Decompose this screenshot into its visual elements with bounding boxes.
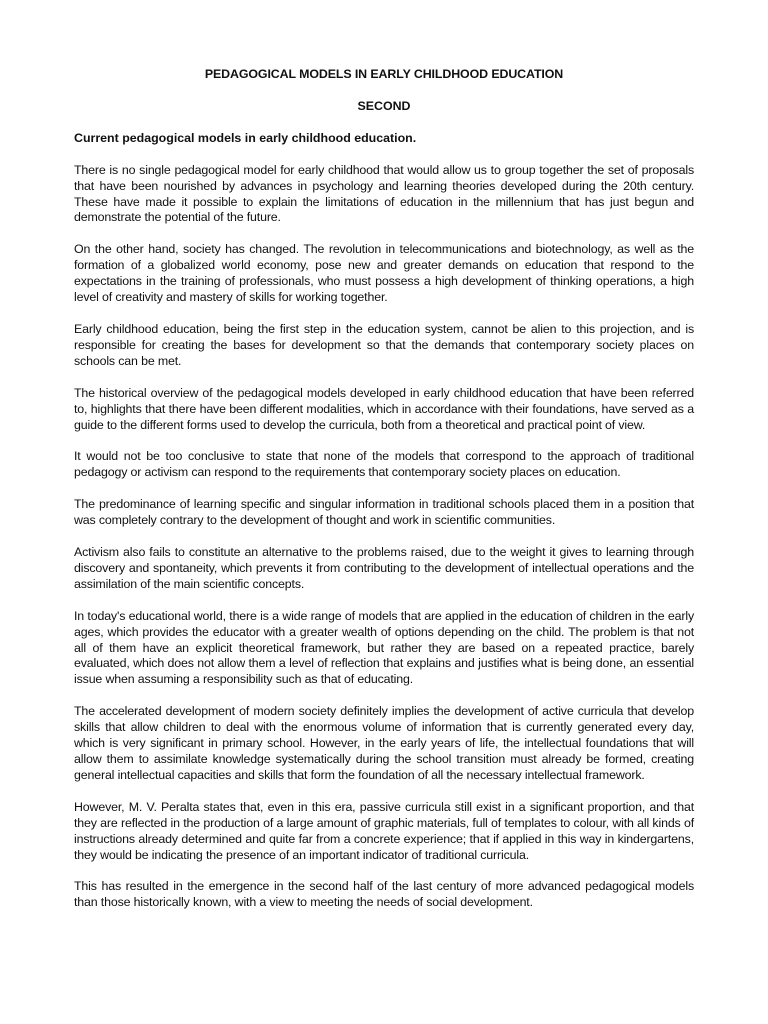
paragraph-1: There is no single pedagogical model for early childhood that would allow us to group together the set of proposals that have been nourished by advances in psychology and learning theories developed during the 20th century. These have made it possible to explain the limitations of education in the millennium that has just begun and demonstrate the potential of the future. [74,162,694,225]
paragraph-7: Activism also fails to constitute an alternative to the problems raised, due to the weight it gives to learning through discovery and spontaneity, which prevents it from contributing to the development of intellectual operations and the assimilation of the main scientific concepts. [74,545,694,591]
paragraph-11: This has resulted in the emergence in the second half of the last century of more advanced pedagogical models than those historically known, with a view to meeting the needs of social development. [74,879,694,910]
paragraph-4: The historical overview of the pedagogical models developed in early childhood education that have been referred to, highlights that there have been different modalities, which in accordance with their foundations, have served as a guide to the different forms used to develop the curricula, both from a theoretical and practical point of view. [74,385,694,432]
paragraph-6: The predominance of learning specific and singular information in traditional schools placed them in a position that was completely contrary to the development of thought and work in scientific communities. [74,497,694,528]
paragraph-5: It would not be too conclusive to state that none of the models that correspond to the approach of traditional pedagogy or activism can respond to the requirements that contemporary society places on education. [74,449,694,480]
paragraph-2: On the other hand, society has changed. The revolution in telecommunications and biotechnology, as well as the formation of a globalized world economy, pose new and greater demands on education that respond to the expectations in the training of professionals, who must possess a high development of thinking operations, a high level of creativity and mastery of skills for working together. [74,242,694,305]
section-heading: Current pedagogical models in early childhood education. [74,130,417,145]
document-title: PEDAGOGICAL MODELS IN EARLY CHILDHOOD EDUCATION [204,67,564,81]
document-subtitle: SECOND [357,98,411,113]
paragraph-8: In today's educational world, there is a wide range of models that are applied in the education of children in the early ages, which provides the educator with a greater wealth of options depending on the child. The problem is that not all of them have an explicit theoretical framework, but rather they are based on a repeated practice, barely evaluated, which does not allow them a level of reflection that explains and justifies what is being done, an essential issue when assuming a responsibility such as that of educating. [74,608,694,687]
paragraph-9: The accelerated development of modern society definitely implies the development of active curricula that develop skills that allow children to deal with the enormous volume of information that is currently generated every day, which is very significant in primary school. However, in the early years of life, the intellectual foundations that will allow them to assimilate knowledge systematically during the school transition must already be formed, creating general intellectual capacities and skills that form the foundation of all the necessary intellectual framework. [74,704,694,782]
paragraph-3: Early childhood education, being the first step in the education system, cannot be alien to this projection, and is responsible for creating the bases for development so that the demands that contemporary society places on schools can be met. [74,321,694,368]
paragraph-10: However, M. V. Peralta states that, even in this era, passive curricula still exist in a significant proportion, and that they are reflected in the production of a large amount of graphic materials, full of templates to colour, with all kinds of instructions already determined and quite far from a concrete experience; that if applied in this way in kindergartens, they would be indicating the presence of an important indicator of traditional curricula. [74,799,694,862]
